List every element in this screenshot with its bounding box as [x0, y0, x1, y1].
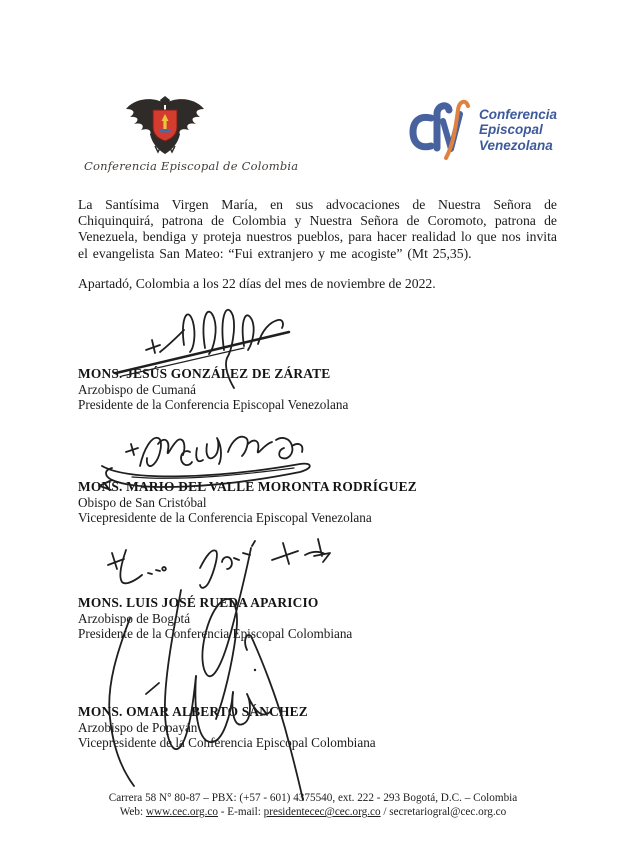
cec-colombia-logo [84, 94, 299, 173]
footer-contacts [0, 805, 626, 819]
signatory-name: MONS. LUIS JOSÉ RUEDA APARICIO [78, 595, 319, 610]
signatory-name: MONS. JESÚS GONZÁLEZ DE ZÁRATE [78, 366, 331, 381]
signatory-name: MONS. OMAR ALBERTO SÁNCHEZ [78, 704, 308, 719]
cev-logo [402, 97, 557, 163]
dateline: Apartadó, Colombia a los 22 días del mes de noviembre de 2022. [78, 276, 436, 291]
signatory-role: Presidente de la Conferencia Episcopal Venezolana [78, 397, 349, 412]
cev-wordmark [479, 107, 557, 152]
footer-email2-text: secretariogral@cec.org.co [389, 806, 507, 819]
footer-web-label: Web: [119, 806, 146, 819]
cec-colombia-caption: Conferencia Episcopal de Colombia [84, 159, 299, 173]
footer-email1-link[interactable]: presidentecec@cec.org.co [263, 806, 381, 819]
signatory-role: Vicepresidente de la Conferencia Episcopal Colombiana [78, 735, 376, 750]
main-paragraph: La Santísima Virgen María, en sus advocaciones de Nuestra Señora de Chiquinquirá, patrona de Colombia y Nuestra Señora de Coromoto, patrona de Venezuela, bendiga y proteja nuestros pueblos, para hacer realidad lo que nos invita el evangelista San Mateo: “Fui extranjero y me acogiste” (Mt 25,35). [78, 197, 557, 261]
signatory-block-sanchez [78, 704, 498, 750]
cev-wordmark-line3: Venezolana [479, 137, 553, 153]
signatory-title: Arzobispo de Popayán [78, 719, 198, 735]
signatory-name: MONS. MARIO DEL VALLE MORONTA RODRÍGUEZ [78, 479, 417, 494]
cev-mark-icon [402, 97, 474, 163]
footer-email-label: - E-mail: [217, 806, 264, 819]
signatory-role: Presidente de la Conferencia Episcopal Colombiana [78, 626, 353, 641]
cec-colombia-crest-icon [119, 94, 211, 156]
signatory-block-rueda [78, 595, 498, 641]
signatory-block-moronta [78, 479, 498, 525]
signatory-role: Vicepresidente de la Conferencia Episcopal Venezolana [78, 510, 372, 525]
cev-wordmark-line2: Episcopal [479, 122, 543, 138]
footer-email-separator: / [380, 806, 390, 819]
signatory-title: Arzobispo de Bogotá [78, 610, 191, 626]
cev-wordmark-line1: Conferencia [479, 107, 558, 123]
footer-address: Carrera 58 N° 80-87 – PBX: (+57 - 601) 4375540, ext. 222 - 293 Bogotá, D.C. – Colombia [108, 792, 518, 804]
footer [0, 791, 626, 819]
signatory-title: Obispo de San Cristóbal [78, 494, 207, 510]
signatory-title: Arzobispo de Cumaná [78, 381, 196, 397]
footer-web-link[interactable]: www.cec.org.co [145, 806, 218, 819]
signatory-block-gonzalez [78, 366, 498, 412]
